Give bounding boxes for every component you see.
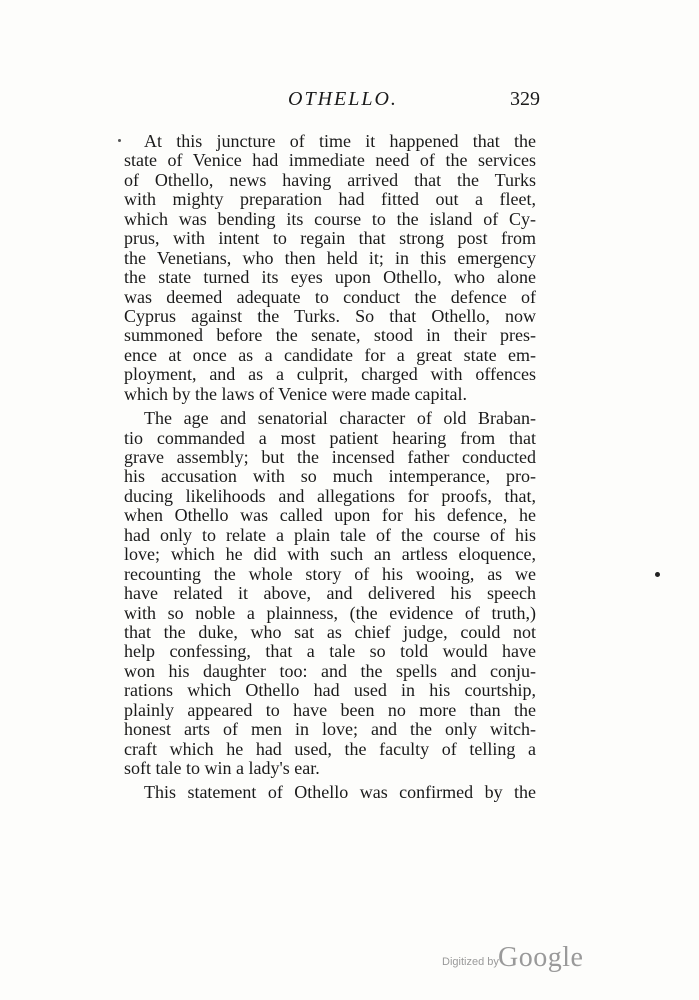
text-line: have related it above, and delivered his speech [124, 583, 536, 604]
page-number: 329 [510, 88, 540, 110]
watermark-prefix: Digitized by [442, 956, 499, 968]
watermark-brand: Google [498, 942, 584, 973]
print-speck [118, 139, 121, 142]
text-line: state of Venice had immediate need of the services [124, 150, 536, 171]
text-line: recounting the whole story of his wooing, as we [124, 563, 536, 584]
text-line: summoned before the senate, stood in their pres- [124, 325, 536, 346]
text-line: This statement of Othello was confirmed by the [144, 782, 536, 803]
text-line: At this juncture of time it happened that the [144, 131, 536, 151]
text-line: with mighty preparation had fitted out a fleet, [124, 189, 536, 210]
text-line: when Othello was called upon for his defence, he [124, 505, 536, 526]
running-head [120, 88, 540, 114]
text-line: craft which he had used, the faculty of telling a [124, 738, 536, 759]
text-line: that the duke, who sat as chief judge, could not [124, 621, 536, 642]
running-title: OTHELLO. [288, 88, 398, 110]
text-line: help confessing, that a tale so told would have [124, 641, 536, 662]
text-line: the Venetians, who then held it; in this emergency [124, 247, 536, 268]
paragraph-2 [124, 409, 536, 778]
text-line: ducing likelihoods and allegations for proofs, that, [124, 485, 536, 506]
text-line: prus, with intent to regain that strong post from [124, 228, 536, 249]
text-line: plainly appeared to have been no more than the [124, 699, 536, 720]
paragraph-1 [124, 132, 536, 404]
text-line: tio commanded a most patient hearing from that [124, 427, 536, 448]
text-line: honest arts of men in love; and the only witch- [124, 719, 536, 740]
text-line: soft tale to win a lady's ear. [124, 758, 320, 778]
text-line: The age and senatorial character of old Braban- [144, 408, 536, 429]
text-line: which by the laws of Venice were made capital. [124, 383, 468, 404]
text-line: grave assembly; but the incensed father conducted [124, 447, 536, 467]
text-line: the state turned its eyes upon Othello, who alone [124, 267, 536, 288]
text-line: ployment, and as a culprit, charged with offences [124, 364, 536, 385]
text-line: Cyprus against the Turks. So that Othello, now [124, 305, 536, 326]
text-line: had only to relate a plain tale of the course of his [124, 524, 536, 545]
paragraph-3 [124, 783, 536, 802]
print-speck [655, 572, 660, 577]
text-line: his accusation with so much intemperance, pro- [124, 466, 536, 487]
digitized-watermark [442, 942, 602, 982]
text-line: was deemed adequate to conduct the defence of [124, 286, 536, 307]
text-line: ence at once as a candidate for a great state em- [124, 344, 536, 365]
text-line: won his daughter too: and the spells and conju- [124, 660, 536, 681]
text-line: with so noble a plainness, (the evidence of truth,) [124, 602, 536, 623]
body-text [124, 132, 536, 803]
text-line: of Othello, news having arrived that the Turks [124, 169, 536, 190]
text-line: love; which he did with such an artless eloquence, [124, 544, 536, 565]
text-line: rations which Othello had used in his courtship, [124, 680, 536, 701]
text-line: which was bending its course to the island of Cy- [124, 208, 536, 229]
